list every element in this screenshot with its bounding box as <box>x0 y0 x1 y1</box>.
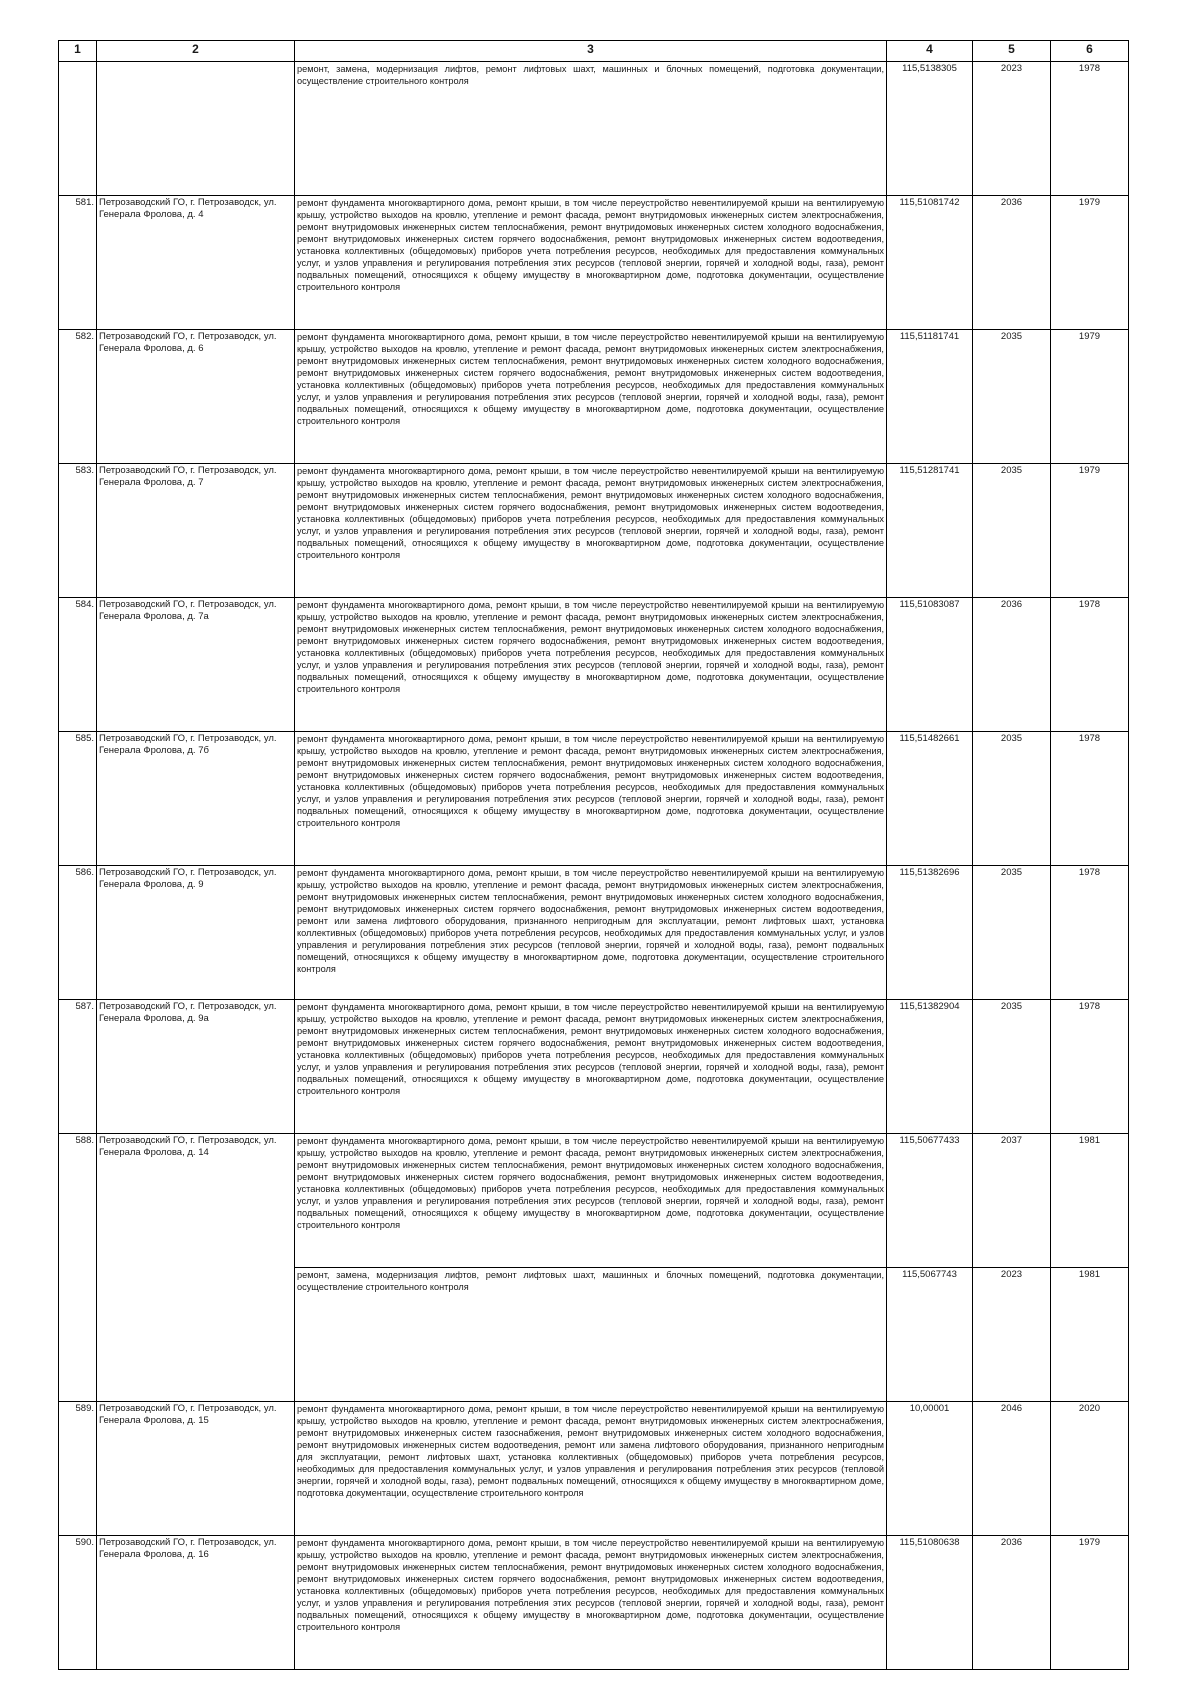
row-number: 584. <box>59 598 97 732</box>
table-row <box>59 330 1129 464</box>
row-number: 590. <box>59 1536 97 1670</box>
row-address: Петрозаводский ГО, г. Петрозаводск, ул. Генерала Фролова, д. 7 <box>97 464 295 598</box>
row-plan-year: 2035 <box>973 866 1051 1000</box>
row-work-types: ремонт фундамента многоквартирного дома, ремонт крыши, в том числе переустройство невентилируемой крыши на вентилируемую крышу, устройство выходов на кровлю, утепление и ремонт фасада, ремонт внутридомовых инженерных систем электроснабжения, ремонт внутридомовых инженерных систем теплоснабжения, ремонт внутридомовых инженерных систем холодного водоснабжения, ремонт внутридомовых инженерных систем горячего водоснабжения, ремонт внутридомовых инженерных систем водоотведения, установка коллективных (общедомовых) приборов учета потребления ресурсов, необходимых для предоставления коммунальных услуг, и узлов управления и регулирования потребления этих ресурсов (тепловой энергии, горячей и холодной воды, газа), ремонт подвальных помещений, относящихся к общему имуществу в многоквартирном доме, подготовка документации, осуществление строительного контроля <box>295 1536 887 1670</box>
row-work-types: ремонт фундамента многоквартирного дома, ремонт крыши, в том числе переустройство невентилируемой крыши на вентилируемую крышу, устройство выходов на кровлю, утепление и ремонт фасада, ремонт внутридомовых инженерных систем электроснабжения, ремонт внутридомовых инженерных систем теплоснабжения, ремонт внутридомовых инженерных систем холодного водоснабжения, ремонт внутридомовых инженерных систем горячего водоснабжения, ремонт внутридомовых инженерных систем водоотведения, ремонт или замена лифтового оборудования, признанного непригодным для эксплуатации, ремонт лифтовых шахт, установка коллективных (общедомовых) приборов учета потребления ресурсов, необходимых для предоставления коммунальных услуг, и узлов управления и регулирования потребления этих ресурсов (тепловой энергии, горячей и холодной воды, газа), ремонт подвальных помещений, относящихся к общему имуществу в многоквартирном доме, подготовка документации, осуществление строительного контроля <box>295 866 887 1000</box>
row-plan-year: 2035 <box>973 732 1051 866</box>
row-number: 586. <box>59 866 97 1000</box>
row-work-types: ремонт фундамента многоквартирного дома, ремонт крыши, в том числе переустройство невентилируемой крыши на вентилируемую крышу, устройство выходов на кровлю, утепление и ремонт фасада, ремонт внутридомовых инженерных систем электроснабжения, ремонт внутридомовых инженерных систем теплоснабжения, ремонт внутридомовых инженерных систем холодного водоснабжения, ремонт внутридомовых инженерных систем горячего водоснабжения, ремонт внутридомовых инженерных систем водоотведения, установка коллективных (общедомовых) приборов учета потребления ресурсов, необходимых для предоставления коммунальных услуг, и узлов управления и регулирования потребления этих ресурсов (тепловой энергии, горячей и холодной воды, газа), ремонт подвальных помещений, относящихся к общему имуществу в многоквартирном доме, подготовка документации, осуществление строительного контроля <box>295 732 887 866</box>
row-number: 582. <box>59 330 97 464</box>
row-cost: 115,51482661 <box>887 732 973 866</box>
row-cost: 115,5138305 <box>887 62 973 196</box>
table-row <box>59 464 1129 598</box>
header-col-3: 3 <box>295 41 887 62</box>
row-plan-year: 2046 <box>973 1402 1051 1536</box>
header-row <box>59 41 1129 62</box>
row-address: Петрозаводский ГО, г. Петрозаводск, ул. Генерала Фролова, д. 9а <box>97 1000 295 1134</box>
row-plan-year: 2035 <box>973 464 1051 598</box>
row-build-year: 1979 <box>1051 1536 1129 1670</box>
row-number: 581. <box>59 196 97 330</box>
row-work-types: ремонт фундамента многоквартирного дома, ремонт крыши, в том числе переустройство невентилируемой крыши на вентилируемую крышу, устройство выходов на кровлю, утепление и ремонт фасада, ремонт внутридомовых инженерных систем электроснабжения, ремонт внутридомовых инженерных систем теплоснабжения, ремонт внутридомовых инженерных систем холодного водоснабжения, ремонт внутридомовых инженерных систем горячего водоснабжения, ремонт внутридомовых инженерных систем водоотведения, установка коллективных (общедомовых) приборов учета потребления ресурсов, необходимых для предоставления коммунальных услуг, и узлов управления и регулирования потребления этих ресурсов (тепловой энергии, горячей и холодной воды, газа), ремонт подвальных помещений, относящихся к общему имуществу в многоквартирном доме, подготовка документации, осуществление строительного контроля <box>295 598 887 732</box>
row-plan-year: 2036 <box>973 598 1051 732</box>
header-col-4: 4 <box>887 41 973 62</box>
table-row <box>59 1402 1129 1536</box>
row-cost: 115,51083087 <box>887 598 973 732</box>
row-work-types: ремонт фундамента многоквартирного дома, ремонт крыши, в том числе переустройство невентилируемой крыши на вентилируемую крышу, устройство выходов на кровлю, утепление и ремонт фасада, ремонт внутридомовых инженерных систем электроснабжения, ремонт внутридомовых инженерных систем газоснабжения, ремонт внутридомовых инженерных систем холодного водоснабжения, ремонт внутридомовых инженерных систем водоотведения, ремонт или замена лифтового оборудования, признанного непригодным для эксплуатации, ремонт лифтовых шахт, установка коллективных (общедомовых) приборов учета потребления ресурсов, необходимых для предоставления коммунальных услуг, и узлов управления и регулирования потребления этих ресурсов (тепловой энергии, горячей и холодной воды, газа), ремонт подвальных помещений, относящихся к общему имуществу в многоквартирном доме, подготовка документации, осуществление строительного контроля <box>295 1402 887 1536</box>
row-build-year: 1981 <box>1051 1268 1129 1402</box>
row-cost: 115,51181741 <box>887 330 973 464</box>
row-work-types: ремонт фундамента многоквартирного дома, ремонт крыши, в том числе переустройство невентилируемой крыши на вентилируемую крышу, устройство выходов на кровлю, утепление и ремонт фасада, ремонт внутридомовых инженерных систем электроснабжения, ремонт внутридомовых инженерных систем теплоснабжения, ремонт внутридомовых инженерных систем холодного водоснабжения, ремонт внутридомовых инженерных систем горячего водоснабжения, ремонт внутридомовых инженерных систем водоотведения, установка коллективных (общедомовых) приборов учета потребления ресурсов, необходимых для предоставления коммунальных услуг, и узлов управления и регулирования потребления этих ресурсов (тепловой энергии, горячей и холодной воды, газа), ремонт подвальных помещений, относящихся к общему имуществу в многоквартирном доме, подготовка документации, осуществление строительного контроля <box>295 330 887 464</box>
row-plan-year: 2035 <box>973 330 1051 464</box>
table-row <box>59 598 1129 732</box>
row-address: Петрозаводский ГО, г. Петрозаводск, ул. Генерала Фролова, д. 4 <box>97 196 295 330</box>
row-number: 583. <box>59 464 97 598</box>
table-row <box>59 1536 1129 1670</box>
table-row <box>59 866 1129 1000</box>
row-plan-year: 2037 <box>973 1134 1051 1268</box>
row-number: 588. <box>59 1134 97 1402</box>
table-row <box>59 1000 1129 1134</box>
row-build-year: 1978 <box>1051 1000 1129 1134</box>
row-address: Петрозаводский ГО, г. Петрозаводск, ул. Генерала Фролова, д. 6 <box>97 330 295 464</box>
row-build-year: 1979 <box>1051 464 1129 598</box>
row-number: 585. <box>59 732 97 866</box>
row-address: Петрозаводский ГО, г. Петрозаводск, ул. Генерала Фролова, д. 14 <box>97 1134 295 1402</box>
row-address: Петрозаводский ГО, г. Петрозаводск, ул. Генерала Фролова, д. 16 <box>97 1536 295 1670</box>
row-cost: 115,51382904 <box>887 1000 973 1134</box>
row-address <box>97 62 295 196</box>
row-address: Петрозаводский ГО, г. Петрозаводск, ул. Генерала Фролова, д. 7а <box>97 598 295 732</box>
row-address: Петрозаводский ГО, г. Петрозаводск, ул. Генерала Фролова, д. 9 <box>97 866 295 1000</box>
row-plan-year: 2036 <box>973 1536 1051 1670</box>
row-build-year: 2020 <box>1051 1402 1129 1536</box>
row-cost: 115,50677433 <box>887 1134 973 1268</box>
row-cost: 115,51080638 <box>887 1536 973 1670</box>
capital-repair-table <box>58 40 1129 1670</box>
row-build-year: 1978 <box>1051 62 1129 196</box>
row-work-types: ремонт фундамента многоквартирного дома, ремонт крыши, в том числе переустройство невентилируемой крыши на вентилируемую крышу, устройство выходов на кровлю, утепление и ремонт фасада, ремонт внутридомовых инженерных систем электроснабжения, ремонт внутридомовых инженерных систем теплоснабжения, ремонт внутридомовых инженерных систем холодного водоснабжения, ремонт внутридомовых инженерных систем горячего водоснабжения, ремонт внутридомовых инженерных систем водоотведения, установка коллективных (общедомовых) приборов учета потребления ресурсов, необходимых для предоставления коммунальных услуг, и узлов управления и регулирования потребления этих ресурсов (тепловой энергии, горячей и холодной воды, газа), ремонт подвальных помещений, относящихся к общему имуществу в многоквартирном доме, подготовка документации, осуществление строительного контроля <box>295 1000 887 1134</box>
row-number: 587. <box>59 1000 97 1134</box>
row-number <box>59 62 97 196</box>
table-row <box>59 1134 1129 1268</box>
table-row <box>59 732 1129 866</box>
row-build-year: 1979 <box>1051 330 1129 464</box>
row-build-year: 1981 <box>1051 1134 1129 1268</box>
row-build-year: 1978 <box>1051 732 1129 866</box>
row-cost: 115,5067743 <box>887 1268 973 1402</box>
row-build-year: 1979 <box>1051 196 1129 330</box>
row-cost: 10,00001 <box>887 1402 973 1536</box>
row-build-year: 1978 <box>1051 866 1129 1000</box>
table-row <box>59 62 1129 196</box>
row-build-year: 1978 <box>1051 598 1129 732</box>
row-cost: 115,51281741 <box>887 464 973 598</box>
document-page <box>58 40 1128 1670</box>
row-work-types: ремонт фундамента многоквартирного дома, ремонт крыши, в том числе переустройство невентилируемой крыши на вентилируемую крышу, устройство выходов на кровлю, утепление и ремонт фасада, ремонт внутридомовых инженерных систем электроснабжения, ремонт внутридомовых инженерных систем теплоснабжения, ремонт внутридомовых инженерных систем холодного водоснабжения, ремонт внутридомовых инженерных систем горячего водоснабжения, ремонт внутридомовых инженерных систем водоотведения, установка коллективных (общедомовых) приборов учета потребления ресурсов, необходимых для предоставления коммунальных услуг, и узлов управления и регулирования потребления этих ресурсов (тепловой энергии, горячей и холодной воды, газа), ремонт подвальных помещений, относящихся к общему имуществу в многоквартирном доме, подготовка документации, осуществление строительного контроля <box>295 1134 887 1268</box>
table-row <box>59 196 1129 330</box>
header-col-1: 1 <box>59 41 97 62</box>
header-col-5: 5 <box>973 41 1051 62</box>
row-work-types: ремонт фундамента многоквартирного дома, ремонт крыши, в том числе переустройство невентилируемой крыши на вентилируемую крышу, устройство выходов на кровлю, утепление и ремонт фасада, ремонт внутридомовых инженерных систем электроснабжения, ремонт внутридомовых инженерных систем теплоснабжения, ремонт внутридомовых инженерных систем холодного водоснабжения, ремонт внутридомовых инженерных систем горячего водоснабжения, ремонт внутридомовых инженерных систем водоотведения, установка коллективных (общедомовых) приборов учета потребления ресурсов, необходимых для предоставления коммунальных услуг, и узлов управления и регулирования потребления этих ресурсов (тепловой энергии, горячей и холодной воды, газа), ремонт подвальных помещений, относящихся к общему имуществу в многоквартирном доме, подготовка документации, осуществление строительного контроля <box>295 464 887 598</box>
row-address: Петрозаводский ГО, г. Петрозаводск, ул. Генерала Фролова, д. 7б <box>97 732 295 866</box>
row-plan-year: 2023 <box>973 1268 1051 1402</box>
row-number: 589. <box>59 1402 97 1536</box>
row-work-types: ремонт фундамента многоквартирного дома, ремонт крыши, в том числе переустройство невентилируемой крыши на вентилируемую крышу, устройство выходов на кровлю, утепление и ремонт фасада, ремонт внутридомовых инженерных систем электроснабжения, ремонт внутридомовых инженерных систем теплоснабжения, ремонт внутридомовых инженерных систем холодного водоснабжения, ремонт внутридомовых инженерных систем горячего водоснабжения, ремонт внутридомовых инженерных систем водоотведения, установка коллективных (общедомовых) приборов учета потребления ресурсов, необходимых для предоставления коммунальных услуг, и узлов управления и регулирования потребления этих ресурсов (тепловой энергии, горячей и холодной воды, газа), ремонт подвальных помещений, относящихся к общему имуществу в многоквартирном доме, подготовка документации, осуществление строительного контроля <box>295 196 887 330</box>
row-cost: 115,51382696 <box>887 866 973 1000</box>
row-work-types: ремонт, замена, модернизация лифтов, ремонт лифтовых шахт, машинных и блочных помещений, подготовка документации, осуществление строительного контроля <box>295 62 887 196</box>
row-work-types: ремонт, замена, модернизация лифтов, ремонт лифтовых шахт, машинных и блочных помещений, подготовка документации, осуществление строительного контроля <box>295 1268 887 1402</box>
row-plan-year: 2023 <box>973 62 1051 196</box>
header-col-6: 6 <box>1051 41 1129 62</box>
row-plan-year: 2035 <box>973 1000 1051 1134</box>
row-cost: 115,51081742 <box>887 196 973 330</box>
header-col-2: 2 <box>97 41 295 62</box>
row-address: Петрозаводский ГО, г. Петрозаводск, ул. Генерала Фролова, д. 15 <box>97 1402 295 1536</box>
row-plan-year: 2036 <box>973 196 1051 330</box>
